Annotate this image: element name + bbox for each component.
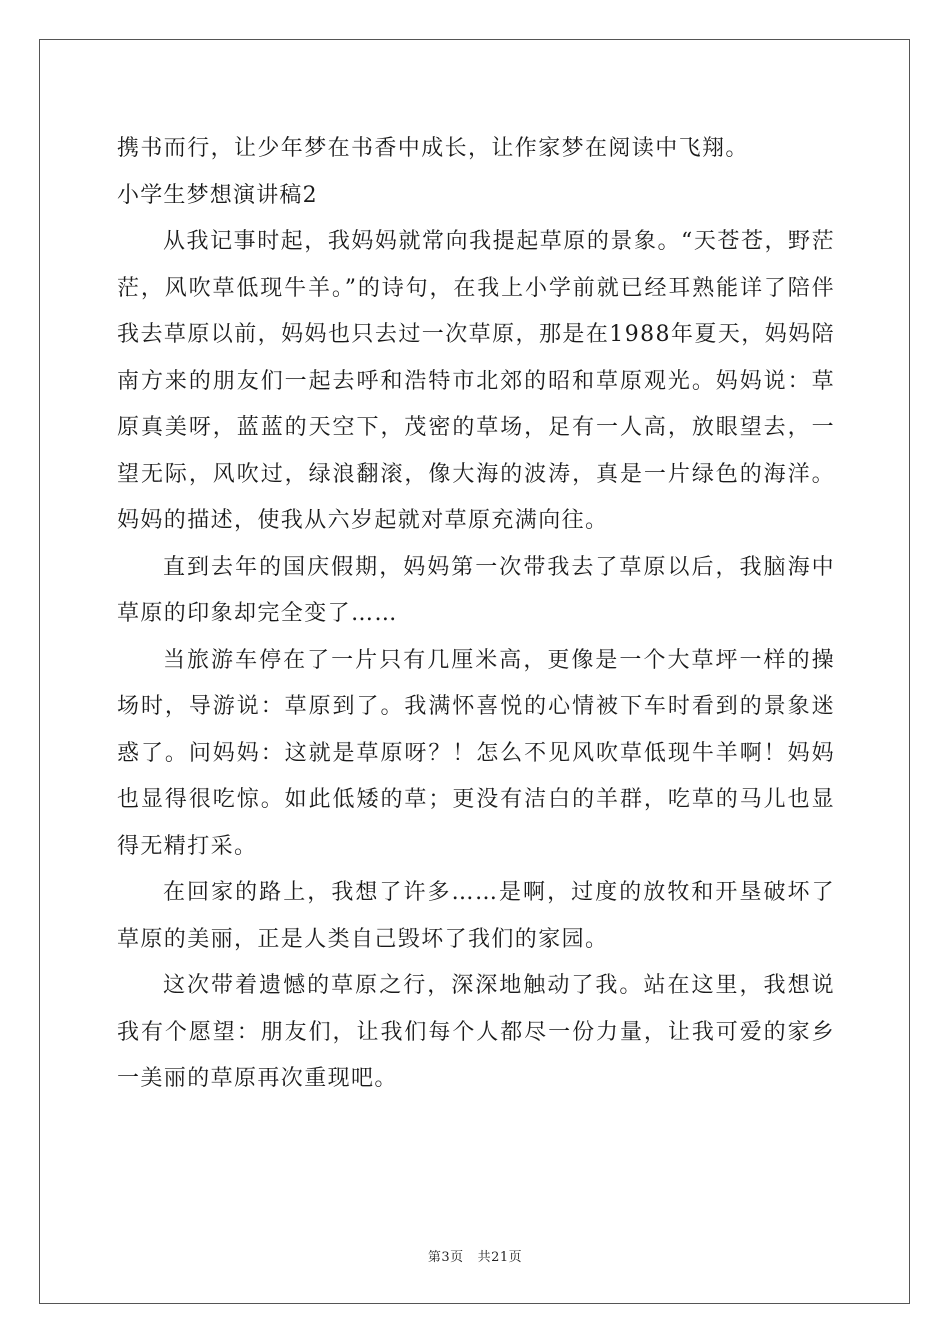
- page-number: 第3页: [427, 1250, 464, 1265]
- paragraph-closing-line: 携书而行，让少年梦在书香中成长，让作家梦在阅读中飞翔。: [117, 136, 749, 161]
- page-total: 共21页: [477, 1250, 523, 1265]
- paragraph: 直到去年的国庆假期，妈妈第一次带我去了草原以后，我脑海中草原的印象却完全变了……: [117, 554, 835, 626]
- paragraph: 在回家的路上，我想了许多……是啊，过度的放牧和开垦破坏了草原的美丽，正是人类自己毁坏了我们的家园。: [117, 880, 835, 952]
- paragraph: 当旅游车停在了一片只有几厘米高，更像是一个大草坪一样的操场时，导游说：草原到了。我满怀喜悦的心情被下车时看到的景象迷惑了。问妈妈：这就是草原呀？！怎么不见风吹草低现牛羊啊！妈妈也显得很吃惊。如此低矮的草；更没有洁白的羊群，吃草的马儿也显得无精打采。: [117, 647, 835, 859]
- paragraph: 这次带着遗憾的草原之行，深深地触动了我。站在这里，我想说我有个愿望：朋友们，让我们每个人都尽一份力量，让我可爱的家乡一美丽的草原再次重现吧。: [117, 973, 835, 1091]
- paragraph: 从我记事时起，我妈妈就常向我提起草原的景象。“天苍苍，野茫茫，风吹草低现牛羊。”的诗句，在我上小学前就已经耳熟能详了陪伴我去草原以前，妈妈也只去过一次草原，那是在1988年夏天，妈妈陪南方来的朋友们一起去呼和浩特市北郊的昭和草原观光。妈妈说：草原真美呀，蓝蓝的天空下，茂密的草场，足有一人高，放眼望去，一望无际，风吹过，绿浪翻滚，像大海的波涛，真是一片绿色的海洋。妈妈的描述，使我从六岁起就对草原充满向往。: [117, 229, 835, 533]
- document-body: [117, 126, 835, 1103]
- section-heading: 小学生梦想演讲稿2: [117, 182, 318, 208]
- page-footer: [0, 1246, 950, 1265]
